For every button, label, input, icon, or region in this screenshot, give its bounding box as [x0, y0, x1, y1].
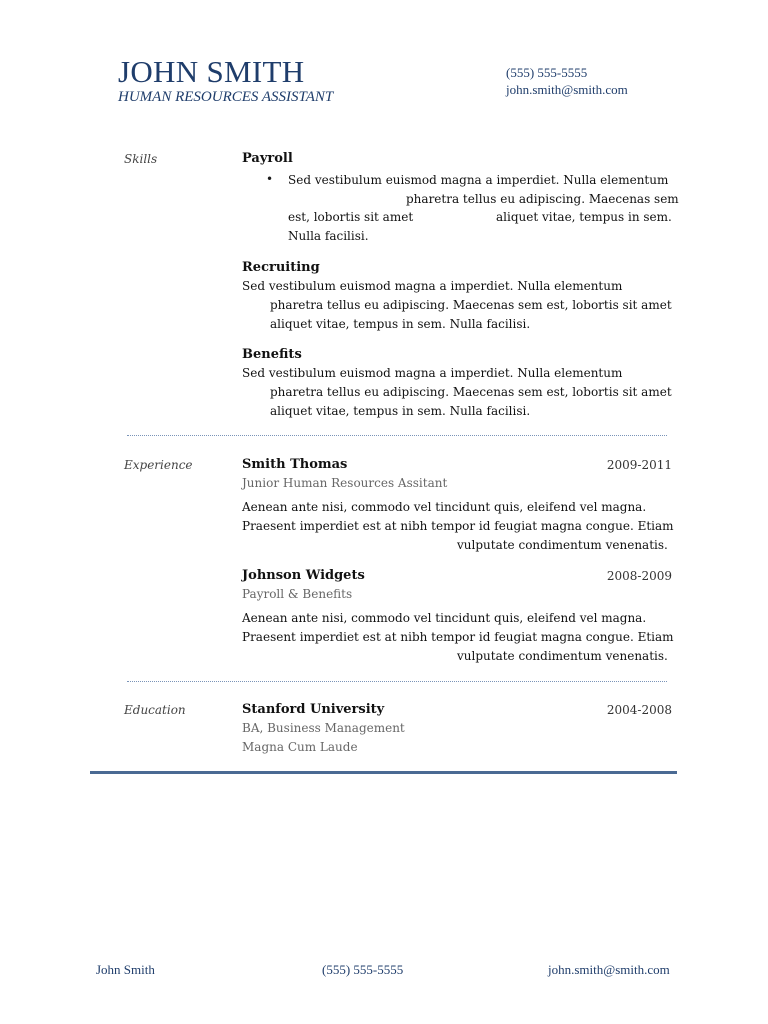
section-divider — [127, 681, 667, 682]
header-phone: (555) 555-5555 — [506, 65, 588, 80]
benefits-line-3: aliquet vitae, tempus in sem. Nulla facilisi. — [270, 404, 531, 418]
payroll-line-4: Nulla facilisi. — [288, 229, 369, 243]
benefits-line-1: Sed vestibulum euismod magna a imperdiet. Nulla elementum — [242, 366, 623, 380]
bullet-dot: • — [266, 172, 274, 186]
benefits-line-2: pharetra tellus eu adipiscing. Maecenas sem est, lobortis sit amet — [270, 385, 672, 399]
footer-name: John Smith — [96, 962, 155, 977]
education-degree: BA, Business Management — [242, 721, 405, 735]
job-desc-line-1: Aenean ante nisi, commodo vel tincidunt quis, eleifend vel magna. — [242, 611, 647, 625]
payroll-line-2: pharetra tellus eu adipiscing. Maecenas sem — [406, 192, 679, 206]
job-company: Smith Thomas — [242, 457, 348, 472]
section-label-skills: Skills — [124, 152, 158, 166]
skill-heading-payroll: Payroll — [242, 151, 293, 166]
closing-rule — [90, 771, 677, 774]
job-desc-line-2: Praesent imperdiet est at nibh tempor id feugiat magna congue. Etiam — [242, 630, 674, 644]
job-desc-line-2: Praesent imperdiet est at nibh tempor id feugiat magna congue. Etiam — [242, 519, 674, 533]
skill-heading-benefits: Benefits — [242, 347, 302, 362]
education-years: 2004-2008 — [606, 703, 672, 717]
section-label-education: Education — [124, 703, 186, 717]
job-role: Payroll & Benefits — [242, 587, 353, 601]
education-honors: Magna Cum Laude — [242, 740, 358, 754]
resume-name: JOHN SMITH — [118, 54, 305, 89]
payroll-line-3a: est, lobortis sit amet — [288, 210, 414, 224]
footer-phone: (555) 555-5555 — [322, 962, 404, 977]
job-years: 2008-2009 — [606, 569, 672, 583]
payroll-line-3b: aliquet vitae, tempus in sem. — [496, 210, 672, 224]
job-years: 2009-2011 — [606, 458, 672, 472]
section-label-experience: Experience — [124, 458, 193, 472]
job-role: Junior Human Resources Assitant — [242, 476, 448, 490]
recruiting-line-3: aliquet vitae, tempus in sem. Nulla facilisi. — [270, 317, 531, 331]
job-desc-line-3: vulputate condimentum venenatis. — [457, 538, 668, 552]
payroll-line-1: Sed vestibulum euismod magna a imperdiet. Nulla elementum — [288, 173, 669, 187]
job-company: Johnson Widgets — [242, 568, 365, 583]
resume-title: HUMAN RESOURCES ASSISTANT — [118, 89, 334, 105]
recruiting-line-1: Sed vestibulum euismod magna a imperdiet. Nulla elementum — [242, 279, 623, 293]
job-desc-line-3: vulputate condimentum venenatis. — [457, 649, 668, 663]
section-divider — [127, 435, 667, 436]
header-email[interactable]: john.smith@smith.com — [506, 82, 628, 97]
footer-email[interactable]: john.smith@smith.com — [548, 962, 670, 977]
education-school: Stanford University — [242, 702, 385, 717]
job-desc-line-1: Aenean ante nisi, commodo vel tincidunt quis, eleifend vel magna. — [242, 500, 647, 514]
recruiting-line-2: pharetra tellus eu adipiscing. Maecenas sem est, lobortis sit amet — [270, 298, 672, 312]
skill-heading-recruiting: Recruiting — [242, 260, 320, 275]
